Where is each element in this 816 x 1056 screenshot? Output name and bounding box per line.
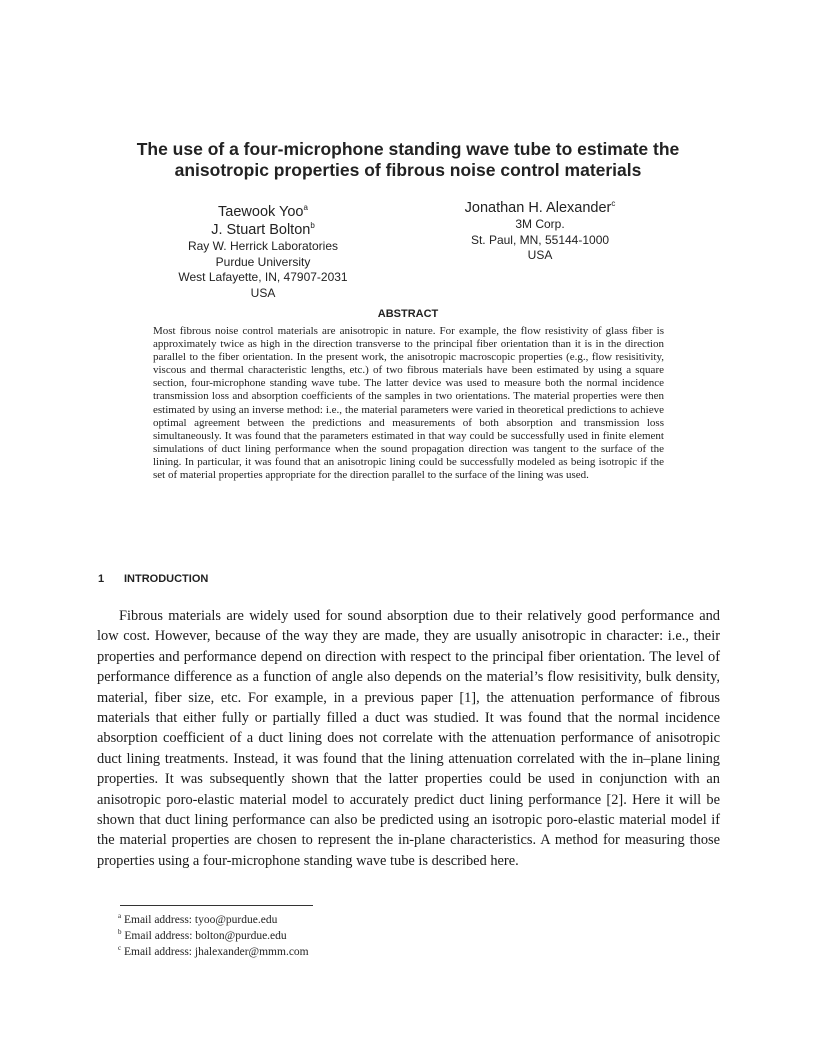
footnote-divider xyxy=(120,905,313,906)
footnote: $^b$ Email address: bolton@purdue.edu xyxy=(118,928,287,943)
author-name: Jonathan H. Alexander$^c$ xyxy=(464,199,616,216)
footnote: $^c$ Email address: jhalexander@mmm.com xyxy=(118,944,309,959)
author-mark: c xyxy=(611,199,616,209)
title-line-1: The use of a four-microphone standing wave tube to estimate the xyxy=(136,139,680,159)
section-title: INTRODUCTION xyxy=(124,573,209,585)
introduction-paragraph: Fibrous materials are widely used for sound absorption due to their relatively good performance and low cost. However, because of the way they are made, they are usually anisotropic in character: i.e., their properties and performance depend on direction with respect to the principal fiber orientation. The level of performance difference as a function of angle also depends on the material’s flow resisitivity, bulk density, material, fiber size, etc. For example, in a previous paper [1], the attenuation performance of fibrous materials that either fully or partially filled a duct was studied. It was found that the normal incidence absorption coefficient of a duct lining does not correlate with the attenuation performance of anisotropic duct lining treatments. Instead, it was found that the lining attenuation correlated with the in–plane lining properties. It was subsequently shown that the latter properties could be used in conjunction with an anisotropic poro-elastic material model to accurately predict duct lining performance [2]. Here it will be shown that duct lining performance can also be predicted using an isotropic poro-elastic material model if the material properties are chosen to represent the in-plane characteristics. A method for measuring those properties using a four-microphone standing wave tube is described here. xyxy=(97,608,720,869)
abstract-text: Most fibrous noise control materials are anisotropic in nature. For example, the flow resistivity of glass fiber is approximately twice as high in the direction transverse to the principal fiber orientation than it is in the direction parallel to the fiber orientation. In the present work, the anisotropic macroscopic properties (e.g., flow resisitivity, viscous and thermal characteristic lengths, etc.) of two fibrous materials have been estimated by using a square section, four-microphone standing wave tube. The latter device was used to measure both the normal incidence transmission loss and absorption coefficients of the samples in two orientations. The material properties were then estimated by using an inverse method: i.e., the material parameters were varied in theoretical predictions to achieve optimal agreement between the predictions and measurements of both absorption and transmission loss simultaneously. It was found that the parameters estimated in that way could be successfully used in finite element simulations of duct lining performance when the sound propagation direction was tangent to the surface of the lining. In particular, it was found that an anisotropic lining could be successfully modeled as being isotropic if the set of material properties appropriate for the direction parallel to the surface of the lining was used. xyxy=(153,325,664,482)
affiliation-line: USA xyxy=(527,248,553,262)
affiliation-line: USA xyxy=(250,285,276,300)
author-block-left xyxy=(148,203,378,301)
author-mark: a xyxy=(303,203,308,213)
author-block-right xyxy=(430,199,650,264)
affiliation-line: West Lafayette, IN, 47907-2031 xyxy=(178,270,348,284)
affiliation-line: Purdue University xyxy=(215,254,311,269)
footnote: $^a$ Email address: tyoo@purdue.edu xyxy=(118,912,278,926)
affiliation-line: 3M Corp. xyxy=(515,217,565,231)
section-heading xyxy=(98,573,208,585)
paper-title xyxy=(100,139,716,181)
footnote-mark: b xyxy=(118,928,122,937)
author-mark: b xyxy=(310,221,315,231)
footnotes xyxy=(118,912,309,961)
author-name: Taewook Yoo$^a$ xyxy=(218,203,308,220)
affiliation-line: St. Paul, MN, 55144-1000 xyxy=(470,232,610,247)
author-name: J. Stuart Bolton$^b$ xyxy=(211,221,315,238)
abstract-heading: ABSTRACT xyxy=(377,308,439,320)
title-line-2: anisotropic properties of fibrous noise control materials xyxy=(174,160,642,180)
footnote-mark: c xyxy=(118,944,122,953)
affiliation-line: Ray W. Herrick Laboratories xyxy=(187,239,339,253)
section-number: 1 xyxy=(98,573,105,585)
footnote-mark: a xyxy=(118,912,122,921)
